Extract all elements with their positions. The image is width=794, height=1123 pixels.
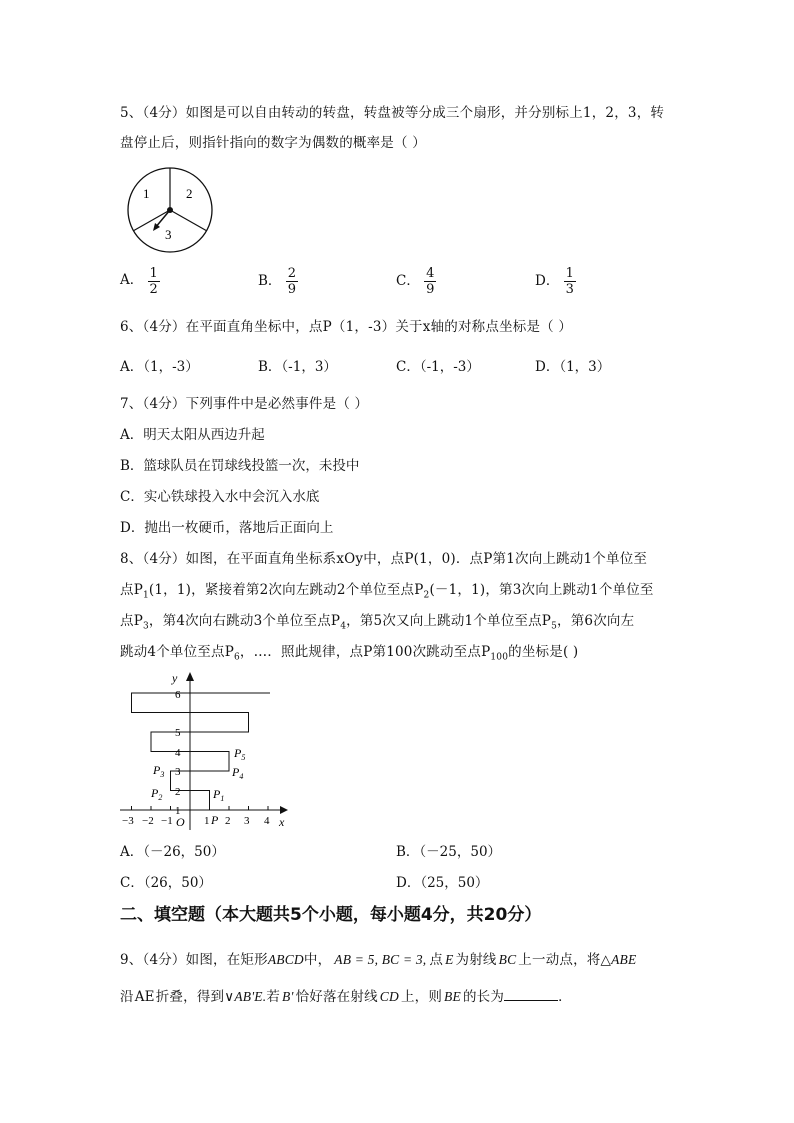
- spinner-pivot: [167, 207, 173, 213]
- x-tick-neg3: −3: [122, 815, 134, 827]
- y-tick-4: 4: [175, 747, 181, 759]
- q6-text: 6、（4分）在平面直角坐标中，点P（1，-3）关于x轴的对称点坐标是（ ）: [120, 319, 573, 335]
- fraction: $\frac{1}{3}$: [565, 266, 574, 297]
- point-p2-label: $P_2$: [151, 786, 163, 802]
- x-tick-neg2: −2: [142, 815, 154, 827]
- y-axis-arrow: [186, 672, 194, 681]
- q5-option-c: [396, 266, 436, 297]
- spinner-label-1: 1: [143, 186, 150, 201]
- x-tick-1: 1: [204, 815, 210, 827]
- section-title: 二、填空题（本大题共5个小题，每小题4分，共20分）: [120, 905, 542, 925]
- option-letter: B．: [258, 273, 282, 289]
- q9-text-line2: 沿AE折叠，得到∨AB'E.若 B' 恰好落在射线 CD 上，则 BE 的长为 ．: [120, 989, 572, 1005]
- q5-option-d: [535, 266, 576, 297]
- y-tick-2: 2: [175, 786, 181, 798]
- point-p3-label: $P_3$: [153, 763, 165, 779]
- y-tick-6: 6: [175, 689, 181, 701]
- answer-blank[interactable]: [504, 988, 558, 1001]
- fraction: $\frac{1}{2}$: [149, 266, 158, 297]
- spinner-label-3: 3: [165, 227, 172, 242]
- point-p1-label: $P_1$: [213, 787, 225, 803]
- fraction: $\frac{2}{9}$: [287, 266, 296, 297]
- q5-option-b: [258, 266, 298, 297]
- x-tick-neg1: −1: [161, 815, 173, 827]
- q7-option-a: A．明天太阳从西边升起: [120, 427, 265, 443]
- q5-text-line1: 5、（4分）如图是可以自由转动的转盘，转盘被等分成三个扇形，并分别标上1，2，3，转: [120, 105, 665, 121]
- origin-label: O: [176, 815, 185, 829]
- q7-text: 7、（4分）下列事件中是必然事件是（ ）: [120, 396, 369, 412]
- y-tick-3: 3: [175, 766, 181, 778]
- q5-text-line2: 盘停止后，则指针指向的数字为偶数的概率是（ ）: [120, 135, 426, 151]
- q8-text-line4: 跳动4个单位至点$P_6$，…．照此规律，点P第100次跳动至点$P_{100}$的坐标是( ): [120, 644, 579, 663]
- q6-option-d: D．（1，3）: [535, 359, 611, 375]
- q8-option-b: B．（－25，50）: [396, 844, 502, 860]
- q8-option-c: C．（26，50）: [120, 875, 212, 891]
- x-tick-4: 4: [264, 815, 270, 827]
- q6-option-a: A．（1，-3）: [120, 359, 199, 375]
- q7-option-d: D．抛出一枚硬币，落地后正面向上: [120, 520, 334, 536]
- q8-text-line2: 点$P_1(1$，1)，紧接着第2次向左跳动2个单位至点$P_2(-1$，1)，第3次向上跳动1个单位至: [120, 582, 654, 601]
- x-tick-3: 3: [244, 815, 250, 827]
- x-tick-2: 2: [225, 815, 231, 827]
- x-axis-label: x: [279, 815, 285, 829]
- q7-option-b: B．篮球队员在罚球线投篮一次，未投中: [120, 458, 360, 474]
- y-tick-5: 5: [175, 727, 181, 739]
- q8-text-line1: 8、（4分）如图，在平面直角坐标系xOy中，点P(1，0)．点P第1次向上跳动1个单位至: [120, 551, 648, 567]
- q7-option-c: C．实心铁球投入水中会沉入水底: [120, 489, 320, 505]
- fraction: $\frac{4}{9}$: [426, 266, 435, 297]
- point-p5-label: $P_5$: [234, 746, 246, 762]
- point-p4-label: $P_4$: [232, 765, 244, 781]
- x-axis-arrow: [280, 806, 288, 814]
- q8-option-a: A．（－26，50）: [120, 844, 225, 860]
- q6-option-c: C．（-1，-3）: [396, 359, 480, 375]
- q5-option-a: [120, 266, 160, 297]
- option-letter: A．: [120, 272, 144, 288]
- q9-text-line1: 9、（4分）如图，在矩形ABCD中， AB = 5, BC = 3, 点 E 为射线 BC 上一动点，将△ABE: [120, 952, 637, 968]
- q6-option-b: B．（-1，3）: [258, 359, 337, 375]
- spinner-divider-right: [170, 210, 207, 231]
- q8-option-d: D．（25，50）: [396, 875, 489, 891]
- q8-text-line3: 点$P_3$，第4次向右跳动3个单位至点$P_4$，第5次又向上跳动1个单位至点$P_5$，第6次向左: [120, 613, 635, 632]
- spinner-figure: [124, 166, 218, 258]
- y-tick-1: 1: [175, 805, 181, 817]
- q8-coordinate-graph: [0, 665, 300, 835]
- spinner-label-2: 2: [186, 186, 193, 201]
- option-letter: D．: [535, 273, 560, 289]
- point-p-label: P: [211, 813, 219, 827]
- y-axis-label: y: [172, 671, 178, 685]
- option-letter: C．: [396, 273, 420, 289]
